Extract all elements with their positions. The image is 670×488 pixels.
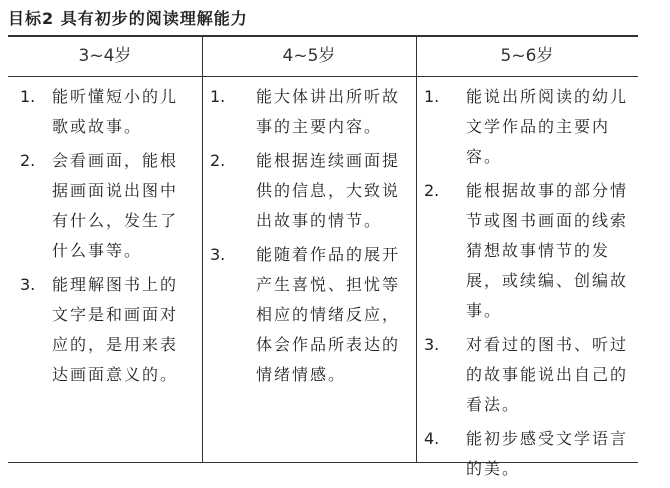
item-number: 1. (424, 87, 440, 106)
column-age-5-6 (424, 82, 630, 488)
column-age-3-4 (20, 82, 192, 394)
list-item (424, 176, 630, 326)
item-text: 能听懂短小的儿歌或故事。 (52, 87, 179, 136)
list-item (424, 424, 630, 484)
table-title: 目标2 具有初步的阅读理解能力 (8, 9, 248, 28)
header-age-5-6: 5~6岁 (500, 46, 554, 66)
item-number: 3. (20, 275, 36, 294)
item-number: 2. (210, 151, 226, 170)
list-item (210, 146, 400, 236)
item-text: 能初步感受文学语言的美。 (466, 429, 629, 478)
item-text: 能大体讲出所听故事的主要内容。 (256, 87, 401, 136)
item-number: 2. (424, 181, 440, 200)
item-number: 3. (210, 245, 226, 264)
header-age-3-4: 3~4岁 (78, 46, 132, 66)
item-number: 1. (20, 87, 36, 106)
column-divider (416, 37, 417, 462)
list-item (424, 330, 630, 420)
list-item (424, 82, 630, 172)
table-header (8, 37, 638, 77)
item-text: 能说出所阅读的幼儿文学作品的主要内容。 (466, 87, 629, 166)
item-text: 能随着作品的展开产生喜悦、担忧等相应的情绪反应，体会作品所表达的情绪情感。 (256, 245, 401, 384)
column-divider (202, 37, 203, 462)
item-text: 能根据故事的部分情节或图书画面的线索猜想故事情节的发展，或续编、创编故事。 (466, 181, 629, 320)
list-item (210, 240, 400, 390)
goal-table (8, 35, 638, 478)
list-item (20, 270, 192, 390)
list-item (20, 146, 192, 266)
item-number: 3. (424, 335, 440, 354)
item-number: 2. (20, 151, 36, 170)
column-age-4-5 (210, 82, 400, 394)
item-text: 会看画面，能根据画面说出图中有什么，发生了什么事等。 (52, 151, 179, 260)
item-text: 能根据连续画面提供的信息，大致说出故事的情节。 (256, 151, 401, 230)
item-text: 能理解图书上的文字是和画面对应的，是用来表达画面意义的。 (52, 275, 179, 384)
header-age-4-5: 4~5岁 (282, 46, 336, 66)
item-number: 1. (210, 87, 226, 106)
list-item (210, 82, 400, 142)
item-number: 4. (424, 429, 440, 448)
list-item (20, 82, 192, 142)
item-text: 对看过的图书、听过的故事能说出自己的看法。 (466, 335, 629, 414)
